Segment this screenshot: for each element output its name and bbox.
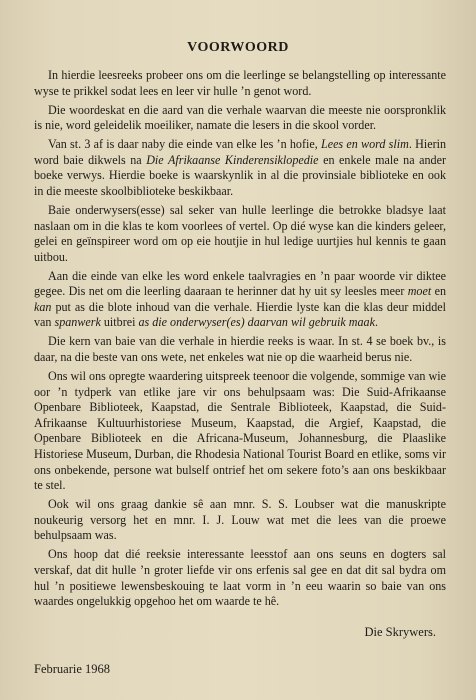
- preface-body: [34, 68, 446, 613]
- italic-text: Die Afrikaanse Kinderensiklopedie: [146, 152, 319, 167]
- italic-text: spanwerk: [54, 315, 101, 330]
- paragraph: [34, 269, 446, 331]
- italic-text: moet: [407, 284, 432, 299]
- date-line: Februarie 1968: [34, 662, 111, 676]
- paragraph: [34, 137, 446, 199]
- paragraph-text: uitbrei: [100, 315, 139, 330]
- paragraph-text: .: [374, 315, 378, 330]
- paragraph-text: en: [431, 284, 446, 299]
- paragraph: [34, 203, 446, 265]
- italic-text: as die onderwyser(es) daarvan wil gebruik maak: [138, 315, 375, 330]
- paragraph-text: In hierdie leesreeks probeer ons om die leerlinge se belangstelling op interessante wyse te prikkel sodat lees en leer vir hulle ’n genot word.: [34, 68, 446, 98]
- page-title: VOORWOORD: [187, 40, 289, 55]
- italic-text: kan: [34, 299, 52, 314]
- paragraph: [34, 369, 446, 494]
- paragraph-text: Van st. 3 af is daar naby die einde van elke les ’n hofie,: [48, 137, 321, 152]
- paragraph-text: Ook wil ons graag dankie sê aan mnr. S. S. Loubser wat die manuskripte noukeurig versorg het en mnr. I. J. Louw wat met die lees van die proewe behulpsaam was.: [34, 497, 446, 543]
- paragraph-text: Aan die einde van elke les word enkele taalvragies en ’n paar woorde vir diktee gegee. Dis net om die leerling daaraan te herinner dat hy uit sy leesles meer: [34, 268, 446, 299]
- paragraph: [34, 103, 446, 134]
- paragraph-text: put as die blote inhoud van die verhale. Hierdie lyste kan die klas deur middel van: [34, 299, 446, 330]
- paragraph: [34, 547, 446, 609]
- paragraph: [34, 68, 446, 99]
- paragraph-text: Ons hoop dat dié reeksie interessante leesstof aan ons seuns en dogters sal verskaf, dat dit hulle ’n groter liefde vir ons erfenis sal gee en dat dit sal bydra om hul ’n positiewe lewensbeskouing te laat vorm in ’n eeu waarin so baie van ons waardes ongelukkig opgehoo het om waarde te hê.: [34, 547, 446, 609]
- paragraph-text: . Hierin word baie dikwels na: [34, 137, 446, 167]
- paragraph-text: Die kern van baie van die verhale in hierdie reeks is waar. In st. 4 se boek bv., is daar, na die beste van ons wete, net enkeles wat nie op die waarheid berus nie.: [34, 334, 446, 365]
- paragraph-text: en enkele male na ander boeke verwys. Hierdie boeke is waarskynlik in al die provinsiale biblioteke en ook in die meeste skoolbiblioteke beskikbaar.: [34, 152, 446, 198]
- signature: Die Skrywers.: [364, 625, 436, 639]
- italic-text: Lees en word slim: [320, 137, 409, 152]
- paragraph: [34, 334, 446, 365]
- paragraph-text: Die woordeskat en die aard van die verhale waarvan die meeste nie oorspronklik is nie, word geleidelik moeiliker, namate die lesers in die skool vorder.: [34, 102, 446, 133]
- paragraph-text: Ons wil ons opregte waardering uitspreek teenoor die volgende, sommige van wie oor ’n tydperk van etlike jare vir ons behulpsaam was: Die Suid-Afrikaanse Openbare Biblioteek, Kaapstad, die Sentrale Biblioteek, Kaapstad, die Suid-Afrikaanse Kultuurhistoriese Museum, Kaapstad, die Argief, Kaapstad, die Openbare Biblioteek en die Africana-Museum, Johannesburg, die Plaaslike Historiese Museum, Durban, die Rhodesia National Tourist Board en etlike, soms vir ons onbekende, persone wat bulself ontrief het om sekere foto’s aan ons beskikbaar te stel.: [34, 369, 446, 493]
- paragraph: [34, 497, 446, 544]
- paragraph-text: Baie onderwysers(esse) sal seker van hulle leerlinge die betrokke bladsye laat naslaan om in die klas te kom voorlees of vertel. Op dié wyse kan die kinders geleer, gelei en geïnspireer word om op eie houtjie in hul ledige uurtjies hul kennis te gaan uitbou.: [34, 202, 446, 264]
